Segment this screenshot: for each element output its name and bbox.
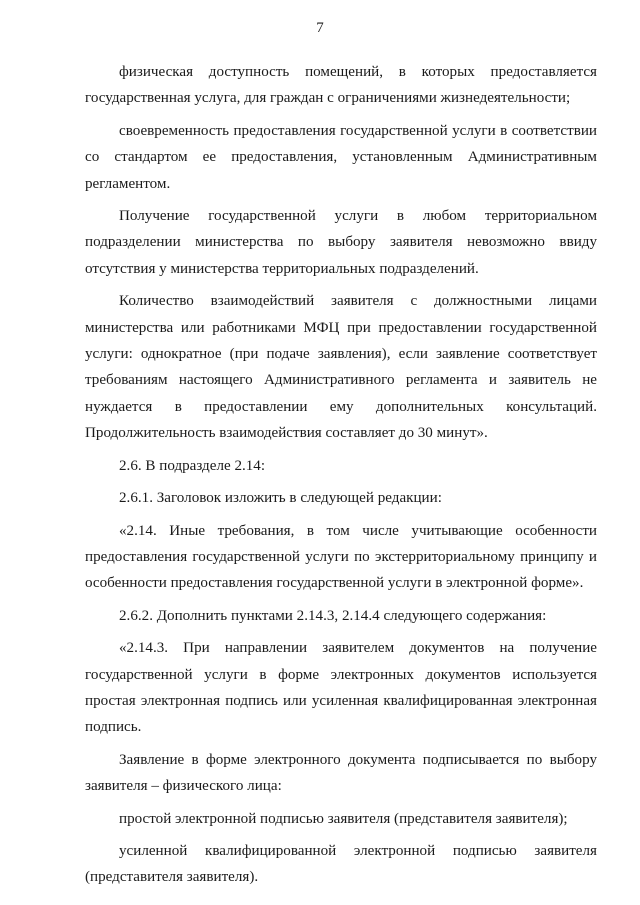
- paragraph-simple-signature: простой электронной подписью заявителя (представителя заявителя);: [119, 810, 568, 827]
- paragraph-2-6-2: 2.6.2. Дополнить пунктами 2.14.3, 2.14.4 следующего содержания:: [119, 607, 547, 624]
- paragraph-2-14-title: «2.14. Иные требования, в том числе учитывающие особенности предоставления государственной услуги по экстерриториальному принципу и особенности предоставления государственной услуги в электронной форме».: [85, 522, 597, 592]
- page-number: 7: [316, 20, 324, 36]
- paragraph-territorial: Получение государственной услуги в любом территориальном подразделении министерства по выбору заявителя невозможно ввиду отсутствия у министерства территориальных подразделений.: [85, 208, 597, 277]
- paragraph-timeliness: своевременность предоставления государственной услуги в соответствии со стандартом ее предоставления, установленным Административным регламентом.: [85, 122, 597, 192]
- paragraph-interactions: Количество взаимодействий заявителя с должностными лицами министерства или работниками МФЦ при предоставлении государственной услуги: однократное (при подаче заявления), если заявление соответствует требованиям настоящего Административного регламента и заявитель не нуждается в предоставлении ему дополнительных консультаций. Продолжительность взаимодействия составляет до 30 минут».: [85, 293, 597, 442]
- paragraph-signing: Заявление в форме электронного документа подписывается по выбору заявителя – физического лица:: [85, 751, 597, 795]
- paragraph-2-14-3: «2.14.3. При направлении заявителем документов на получение государственной услуги в форме электронных документов используется простая электронная подпись или усиленная квалифицированная электронная подпись.: [85, 640, 597, 736]
- paragraph-qualified-signature: усиленной квалифицированной электронной подписью заявителя (представителя заявителя).: [85, 842, 597, 886]
- paragraph-2-6: 2.6. В подразделе 2.14:: [119, 457, 266, 474]
- paragraph-accessibility: физическая доступность помещений, в которых предоставляется государственная услуга, для граждан с ограничениями жизнедеятельности;: [85, 64, 597, 107]
- paragraph-2-6-1: 2.6.1. Заголовок изложить в следующей редакции:: [119, 490, 442, 507]
- document-body: [85, 59, 597, 897]
